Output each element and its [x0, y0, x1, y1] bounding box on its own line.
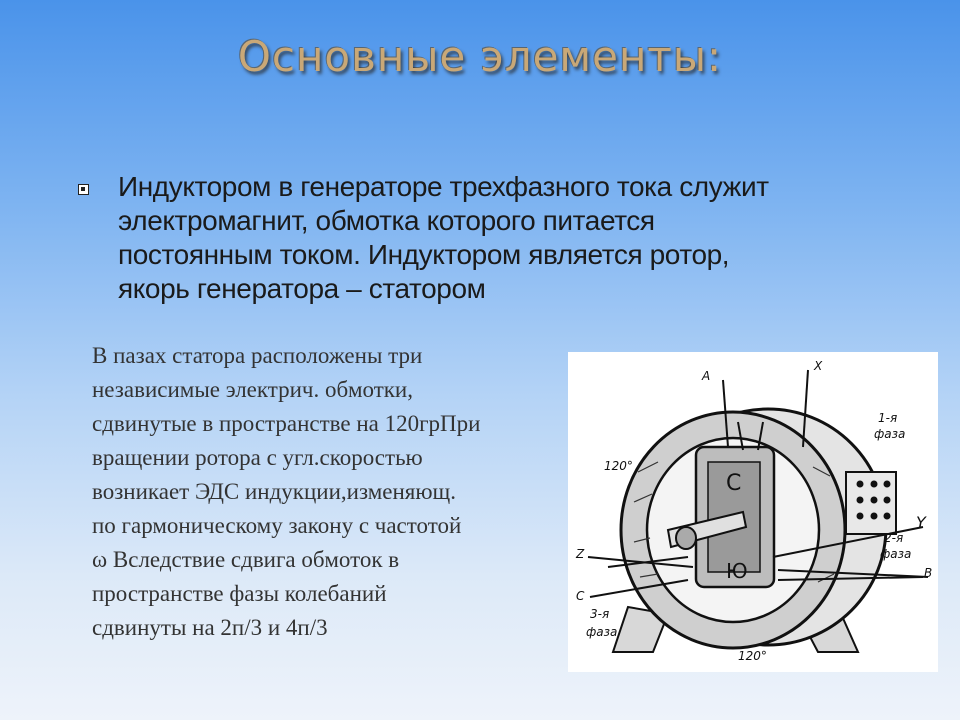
- bullet-line: постоянным током. Индуктором является ротор,: [118, 239, 730, 270]
- label-phase1-line2: фаза: [874, 427, 906, 441]
- slide-title: Основные элементы:: [237, 32, 723, 81]
- label-phase2-line1: 2-я: [884, 531, 904, 545]
- label-a: A: [702, 369, 711, 383]
- description-line: В пазах статора расположены три: [92, 343, 423, 368]
- label-x: X: [814, 359, 823, 373]
- description-line: по гармоническому закону с частотой: [92, 513, 462, 538]
- bullet-line: Индуктором в генераторе трехфазного тока служит: [118, 171, 769, 202]
- label-angle-left: 120°: [604, 459, 633, 473]
- label-pole-north: С: [726, 471, 742, 496]
- generator-diagram: [568, 352, 938, 672]
- bullet-paragraph: [118, 170, 908, 306]
- description-paragraph: [92, 339, 582, 645]
- label-phase1-line1: 1-я: [878, 411, 898, 425]
- terminal-screws: [857, 481, 891, 520]
- description-line: вращении ротора с угл.скоростью: [92, 445, 423, 470]
- shaft-end: [676, 527, 696, 549]
- bullet-line: электромагнит, обмотка которого питается: [118, 205, 655, 236]
- generator-drawing: [568, 352, 938, 672]
- description-line: ω Вследствие сдвига обмоток в: [92, 547, 400, 572]
- description-line: сдвинутые в пространстве на 120грПри: [92, 411, 481, 436]
- label-c: C: [576, 589, 585, 603]
- description-line: возникает ЭДС индукции,изменяющ.: [92, 479, 457, 504]
- description-line: независимые электрич. обмотки,: [92, 377, 413, 402]
- description-line: пространстве фазы колебаний: [92, 581, 387, 606]
- label-y: Y: [916, 513, 926, 532]
- label-z: Z: [576, 547, 585, 561]
- bullet-square-icon: [78, 184, 89, 195]
- description-line: сдвинуты на 2п/3 и 4п/3: [92, 615, 328, 640]
- label-phase2-line2: фаза: [880, 547, 912, 561]
- label-pole-south: Ю: [726, 559, 748, 583]
- label-angle-bottom: 120°: [738, 649, 767, 663]
- label-b: B: [924, 566, 933, 580]
- bullet-line: якорь генератора – статором: [118, 273, 486, 304]
- label-phase3-line1: 3-я: [590, 607, 610, 621]
- label-phase3-line2: фаза: [586, 625, 618, 639]
